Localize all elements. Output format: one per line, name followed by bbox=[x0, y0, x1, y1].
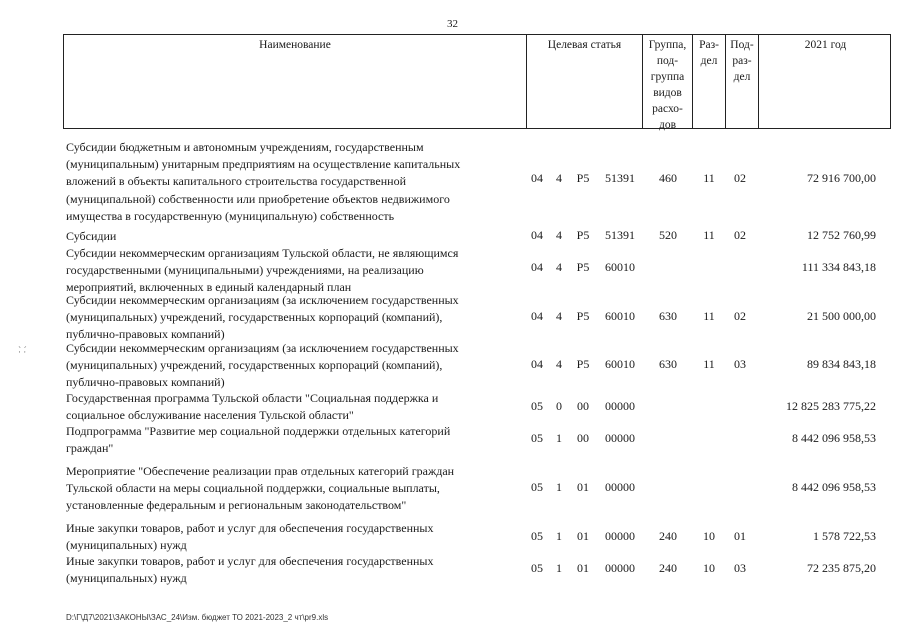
code-program: 04 bbox=[531, 357, 543, 371]
code-program: 04 bbox=[531, 228, 543, 242]
subsection-code: 01 bbox=[734, 529, 746, 543]
code-subprogram: 1 bbox=[556, 529, 562, 543]
amount: 1 578 722,53 bbox=[813, 529, 876, 543]
code-event: P5 bbox=[576, 309, 590, 323]
subsection-code: 03 bbox=[734, 357, 746, 371]
code-direction: 51391 bbox=[605, 171, 635, 185]
code-program: 05 bbox=[531, 431, 543, 445]
expense-group: 520 bbox=[659, 228, 677, 242]
code-subprogram: 4 bbox=[556, 357, 562, 371]
code-subprogram: 4 bbox=[556, 228, 562, 242]
column-header-subsection: Под- раз- дел bbox=[726, 35, 759, 128]
amount: 8 442 096 958,53 bbox=[792, 431, 876, 445]
column-header-group: Группа, под- группа видов расхо- дов bbox=[643, 35, 693, 128]
code-direction: 00000 bbox=[605, 431, 635, 445]
code-subprogram: 4 bbox=[556, 260, 562, 274]
expense-group: 240 bbox=[659, 529, 677, 543]
code-program: 05 bbox=[531, 399, 543, 413]
row-name: Субсидии некоммерческим организациям Тульской области, не являющимся государственными (муниципальными) учреждениями, на реализацию мероприятий, включенных в единый календарный план bbox=[66, 246, 459, 295]
column-header-name: Наименование bbox=[64, 35, 527, 128]
row-name: Субсидии некоммерческим организациям (за исключением государственных (муниципальных) учреждений, государственных корпораций (компаний), публично-правовых компаний) bbox=[66, 341, 459, 390]
code-event: P5 bbox=[576, 260, 590, 274]
row-name: Подпрограмма "Развитие мер социальной поддержки отдельных категорий граждан" bbox=[66, 424, 451, 456]
code-subprogram: 1 bbox=[556, 431, 562, 445]
code-direction: 60010 bbox=[605, 309, 635, 323]
expense-group: 630 bbox=[659, 309, 677, 323]
code-program: 04 bbox=[531, 171, 543, 185]
section-code: 11 bbox=[703, 228, 715, 242]
code-direction: 00000 bbox=[605, 399, 635, 413]
code-direction: 00000 bbox=[605, 561, 635, 575]
column-header-target: Целевая статья bbox=[527, 35, 643, 128]
subsection-code: 02 bbox=[734, 171, 746, 185]
amount: 111 334 843,18 bbox=[801, 260, 876, 274]
expense-group: 630 bbox=[659, 357, 677, 371]
section-code: 11 bbox=[703, 171, 715, 185]
code-subprogram: 0 bbox=[556, 399, 562, 413]
code-event: 00 bbox=[577, 399, 589, 413]
code-event: P5 bbox=[576, 357, 590, 371]
code-subprogram: 4 bbox=[556, 171, 562, 185]
section-code: 11 bbox=[703, 357, 715, 371]
code-event: P5 bbox=[576, 171, 590, 185]
amount: 8 442 096 958,53 bbox=[792, 480, 876, 494]
subsection-code: 02 bbox=[734, 228, 746, 242]
amount: 21 500 000,00 bbox=[807, 309, 876, 323]
amount: 12 752 760,99 bbox=[807, 228, 876, 242]
code-direction: 60010 bbox=[605, 260, 635, 274]
row-name: Мероприятие "Обеспечение реализации прав отдельных категорий граждан Тульской области на меры социальной поддержки, социальные выплаты, установленные федеральным и региональным законодательством" bbox=[66, 464, 455, 513]
scan-speck: ·̀ ·́ bbox=[18, 347, 27, 357]
column-header-section: Раз- дел bbox=[693, 35, 726, 128]
code-program: 05 bbox=[531, 480, 543, 494]
section-code: 10 bbox=[703, 529, 715, 543]
row-name: Субсидии некоммерческим организациям (за исключением государственных (муниципальных) учреждений, государственных корпораций (компаний), публично-правовых компаний) bbox=[66, 293, 459, 342]
code-program: 04 bbox=[531, 260, 543, 274]
code-subprogram: 1 bbox=[556, 561, 562, 575]
file-path-footer: D:\Г\Д7\2021\ЗАКОНЫ\ЗАС_24\Изм. бюджет ТО 2021-2023_2 чт\pr9.xls bbox=[66, 613, 329, 622]
code-subprogram: 4 bbox=[556, 309, 562, 323]
amount: 72 916 700,00 bbox=[807, 171, 876, 185]
expense-group: 460 bbox=[659, 171, 677, 185]
code-program: 05 bbox=[531, 529, 543, 543]
subsection-code: 02 bbox=[734, 309, 746, 323]
expense-group: 240 bbox=[659, 561, 677, 575]
section-code: 10 bbox=[703, 561, 715, 575]
code-event: 01 bbox=[577, 480, 589, 494]
table-header bbox=[63, 34, 891, 129]
code-direction: 00000 bbox=[605, 480, 635, 494]
amount: 89 834 843,18 bbox=[807, 357, 876, 371]
code-direction: 00000 bbox=[605, 529, 635, 543]
code-event: 01 bbox=[577, 561, 589, 575]
row-name: Государственная программа Тульской области "Социальная поддержка и социальное обслуживание населения Тульской области" bbox=[66, 391, 439, 423]
page-number: 32 bbox=[447, 18, 458, 30]
row-name: Субсидии бюджетным и автономным учреждениям, государственным (муниципальным) унитарным предприятиям на осуществление капитальных вложений в объекты капитального строительства государственной (муниципальной) собственности или приобретение объектов недвижимого имущества в государственную (муниципальную) собственность bbox=[66, 140, 461, 223]
code-event: 01 bbox=[577, 529, 589, 543]
code-direction: 60010 bbox=[605, 357, 635, 371]
section-code: 11 bbox=[703, 309, 715, 323]
amount: 72 235 875,20 bbox=[807, 561, 876, 575]
code-event: P5 bbox=[576, 228, 590, 242]
amount: 12 825 283 775,22 bbox=[786, 399, 876, 413]
column-header-year: 2021 год bbox=[804, 39, 847, 51]
subsection-code: 03 bbox=[734, 561, 746, 575]
code-program: 05 bbox=[531, 561, 543, 575]
code-subprogram: 1 bbox=[556, 480, 562, 494]
row-name: Иные закупки товаров, работ и услуг для обеспечения государственных (муниципальных) нужд bbox=[66, 554, 434, 586]
code-direction: 51391 bbox=[605, 228, 635, 242]
row-name: Субсидии bbox=[66, 229, 117, 243]
code-event: 00 bbox=[577, 431, 589, 445]
code-program: 04 bbox=[531, 309, 543, 323]
row-name: Иные закупки товаров, работ и услуг для обеспечения государственных (муниципальных) нужд bbox=[66, 521, 434, 553]
